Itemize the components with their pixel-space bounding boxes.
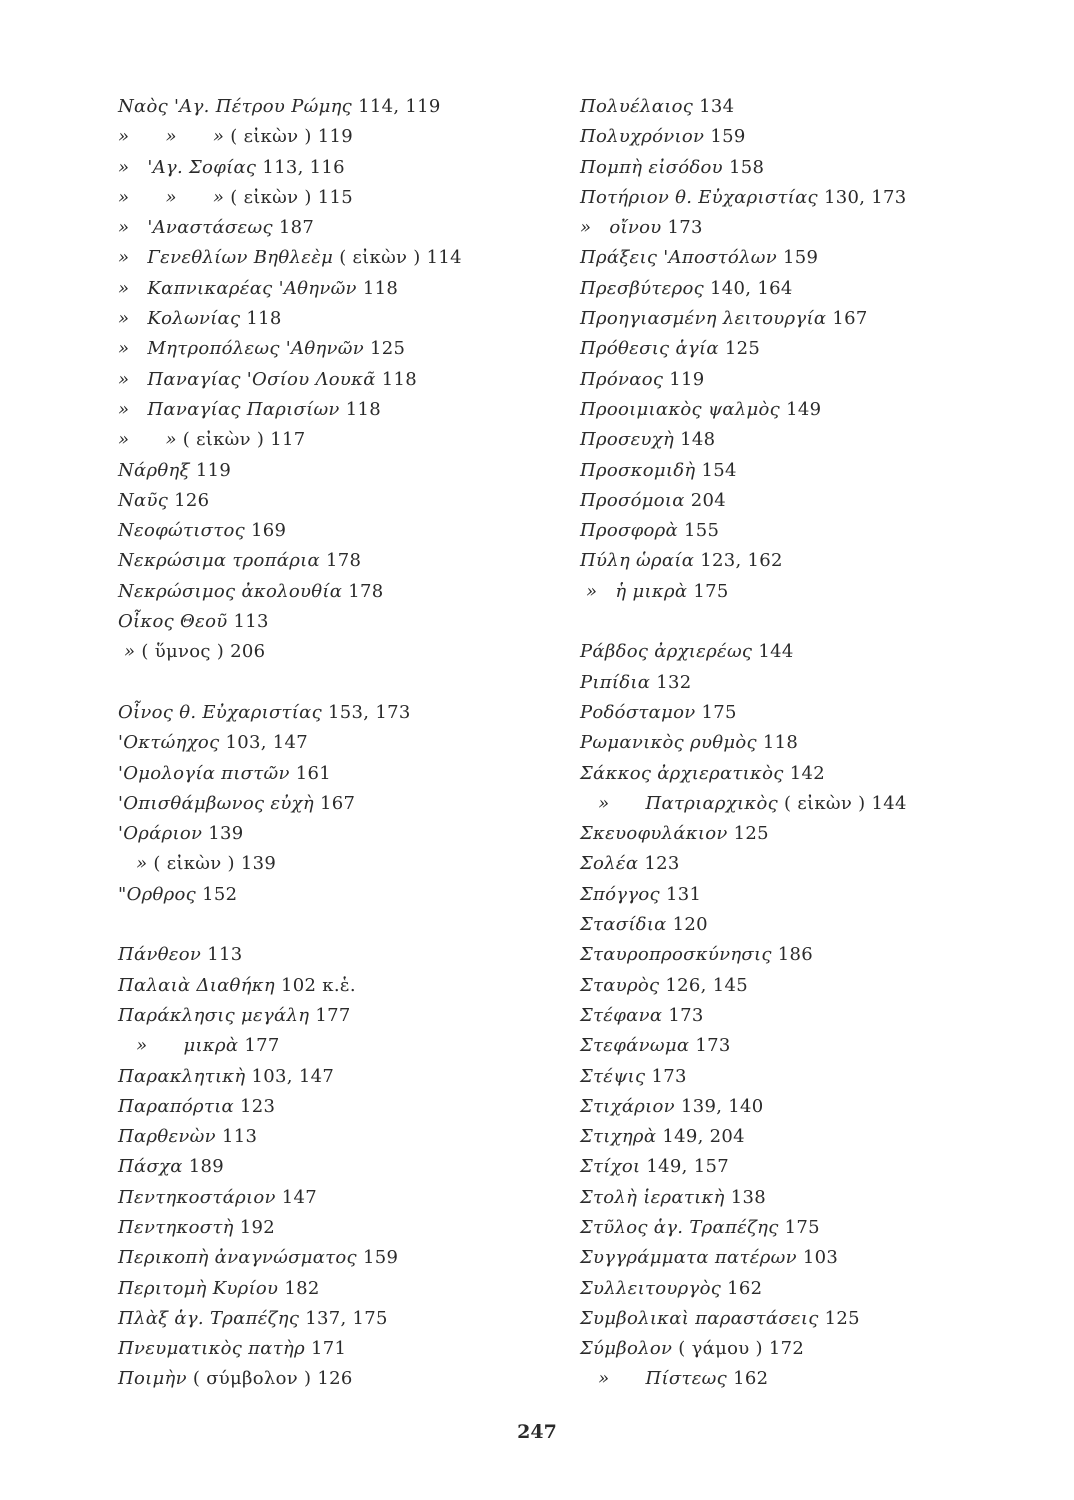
index-term: Στεφάνωμα	[580, 1035, 690, 1057]
index-term: » Παναγίας Παρισίων	[118, 398, 340, 420]
index-entry	[580, 274, 980, 304]
index-entry	[580, 698, 980, 728]
index-page-ref: 153, 173	[328, 701, 411, 723]
index-page-ref: 177	[315, 1004, 351, 1026]
index-column-right	[580, 92, 980, 1395]
index-entry	[118, 183, 548, 213]
index-page-ref: 175	[693, 580, 729, 602]
index-term: Στασίδια	[580, 914, 667, 936]
index-page-ref: 123	[644, 853, 680, 875]
index-page-ref: 138	[730, 1186, 766, 1208]
index-page-ref: 169	[251, 520, 287, 542]
index-page-ref: 139	[208, 823, 244, 845]
index-page-ref: 126, 145	[665, 974, 748, 996]
index-term: Στίχοι	[580, 1156, 641, 1178]
index-page-ref: 175	[701, 701, 737, 723]
index-page-ref: ( εἰκὼν ) 119	[230, 126, 353, 148]
index-page-ref: 167	[832, 308, 868, 330]
index-entry	[118, 1062, 548, 1092]
index-page-ref: 173	[695, 1035, 731, 1057]
index-entry	[580, 1031, 980, 1061]
index-entry	[580, 819, 980, 849]
index-term: Πάσχα	[118, 1156, 183, 1178]
index-entry	[580, 1304, 980, 1334]
index-page-ref: 126	[174, 489, 210, 511]
index-term: Περικοπὴ ἀναγνώσματος	[118, 1247, 357, 1269]
index-entry	[580, 334, 980, 364]
index-page-ref: 182	[284, 1277, 320, 1299]
index-entry	[118, 637, 548, 667]
index-page-ref: 113	[207, 944, 243, 966]
index-term: Πύλη ὡραία	[580, 550, 695, 572]
index-page-ref: 186	[777, 944, 814, 966]
index-term: 'Οκτώηχος	[118, 732, 220, 754]
index-entry	[580, 1001, 980, 1031]
index-page-ref: 120	[672, 914, 708, 936]
index-page-ref: 102 κ.ἑ.	[281, 974, 356, 996]
index-entry	[580, 183, 980, 213]
index-entry	[118, 819, 548, 849]
index-page-ref: 158	[728, 156, 765, 178]
index-term: Πολυχρόνιον	[580, 126, 705, 148]
index-entry	[580, 546, 980, 576]
index-page-ref: 103	[802, 1247, 839, 1269]
index-page-ref: 171	[311, 1338, 347, 1360]
index-entry	[118, 304, 548, 334]
index-term: Ροδόσταμον	[580, 701, 696, 723]
index-entry	[580, 425, 980, 455]
index-page-ref: 113	[221, 1126, 258, 1148]
index-page-ref: 178	[348, 580, 384, 602]
index-term: Στέφανα	[580, 1004, 663, 1026]
index-entry	[580, 456, 980, 486]
index-term: Παραπόρτια	[118, 1095, 235, 1117]
index-entry	[118, 1213, 548, 1243]
index-term: Πρεσβύτερος	[580, 277, 704, 299]
index-page-ref: ( εἰκὼν ) 139	[153, 853, 277, 875]
index-page-ref: 177	[244, 1035, 280, 1057]
index-term: 'Ομολογία πιστῶν	[118, 762, 290, 784]
index-term: Ναῦς	[118, 489, 169, 511]
index-entry	[118, 1364, 548, 1394]
index-page-ref: 189	[188, 1156, 224, 1178]
index-term: Ρωμανικὸς ρυθμὸς	[580, 732, 757, 754]
index-term: Προηγιασμένη λειτουργία	[580, 308, 827, 330]
index-column-left	[118, 92, 548, 1395]
index-page-ref: 162	[733, 1368, 769, 1390]
index-page-ref: 155	[684, 520, 720, 542]
index-term: Νεοφώτιστος	[118, 520, 246, 542]
index-page-ref: 134	[699, 96, 735, 117]
index-term: » 'Αναστάσεως	[118, 217, 273, 239]
index-term: Πάνθεον	[118, 944, 202, 966]
page-number: 247	[517, 1421, 557, 1443]
index-term: Παλαιὰ Διαθήκη	[118, 974, 275, 996]
index-term: Προσκομιδὴ	[580, 459, 696, 481]
index-page-ref: 154	[701, 459, 737, 481]
index-page-ref: 161	[295, 762, 332, 784]
index-entry	[580, 92, 980, 122]
index-entry	[118, 1183, 548, 1213]
index-term: Πολυέλαιος	[580, 96, 694, 117]
index-page-ref: 113, 116	[262, 156, 345, 178]
index-term: Ποιμὴν	[118, 1368, 187, 1390]
index-page-ref: 132	[656, 671, 692, 693]
index-entry	[580, 668, 980, 698]
index-page-ref: 173	[667, 217, 703, 239]
index-page-ref: 149, 157	[646, 1156, 729, 1178]
index-page-ref: 125	[824, 1307, 860, 1329]
index-term: Νάρθηξ	[118, 459, 190, 481]
index-term: Προοιμιακὸς ψαλμὸς	[580, 398, 781, 420]
index-entry	[580, 1092, 980, 1122]
index-page-ref: 152	[202, 883, 238, 905]
index-term: 'Οπισθάμβωνος εὐχὴ	[118, 792, 314, 814]
index-entry	[580, 971, 980, 1001]
index-term: Ποτήριον θ. Εὐχαριστίας	[580, 186, 818, 208]
index-term: Πεντηκοστάριον	[118, 1186, 276, 1208]
index-entry	[118, 607, 548, 637]
index-gap	[118, 668, 548, 698]
index-entry	[580, 1213, 980, 1243]
index-term: Προσφορὰ	[580, 520, 678, 542]
index-entry	[580, 849, 980, 879]
index-term: Στολὴ ἱερατικὴ	[580, 1186, 725, 1208]
index-entry	[118, 365, 548, 395]
index-entry	[580, 1122, 980, 1152]
index-entry	[580, 1364, 980, 1394]
index-page-ref: 131	[665, 883, 702, 905]
index-entry	[580, 940, 980, 970]
index-page-ref: 137, 175	[305, 1307, 388, 1329]
index-term: Προσόμοια	[580, 489, 685, 511]
index-term: "Ορθρος	[118, 883, 197, 905]
index-page-ref: 130, 173	[823, 186, 907, 208]
index-entry	[580, 213, 980, 243]
index-page-ref: 139, 140	[680, 1095, 764, 1117]
index-entry	[118, 1274, 548, 1304]
index-term: Σολέα	[580, 853, 639, 875]
index-term: » »	[118, 429, 177, 451]
index-entry	[580, 880, 980, 910]
index-term: » ἡ μικρὰ	[580, 580, 688, 602]
index-term: Σταυροπροσκύνησις	[580, 944, 772, 966]
index-term: Σταυρὸς	[580, 974, 660, 996]
index-entry	[118, 456, 548, 486]
index-entry	[118, 334, 548, 364]
index-page-ref: ( εἰκὼν ) 114	[339, 247, 462, 269]
index-entry	[118, 243, 548, 273]
index-term: Πεντηκοστὴ	[118, 1216, 234, 1238]
index-term: » Μητροπόλεως 'Αθηνῶν	[118, 338, 365, 360]
index-page-ref: 123, 162	[700, 550, 783, 572]
index-entry	[118, 1122, 548, 1152]
index-entry	[580, 910, 980, 940]
index-term: Οἶκος Θεοῦ	[118, 611, 228, 633]
index-entry	[580, 728, 980, 758]
index-entry	[118, 759, 548, 789]
index-term: Πνευματικὸς πατὴρ	[118, 1338, 305, 1360]
index-entry	[118, 1092, 548, 1122]
index-term: Στέψις	[580, 1065, 646, 1087]
index-page-ref: ( εἰκὼν ) 144	[784, 792, 907, 814]
index-entry	[118, 213, 548, 243]
index-term: Στιχηρὰ	[580, 1126, 657, 1148]
index-term: Πράξεις 'Αποστόλων	[580, 247, 777, 269]
index-page-ref: 167	[319, 792, 356, 814]
index-entry	[580, 1183, 980, 1213]
index-entry	[118, 425, 548, 455]
index-page-ref: 118	[762, 732, 799, 754]
index-term: Στῦλος ἁγ. Τραπέζης	[580, 1216, 779, 1238]
index-page-ref: 144	[758, 641, 794, 663]
index-entry	[118, 395, 548, 425]
index-page-ref: 118	[345, 398, 381, 420]
index-term: » Γενεθλίων Βηθλεὲμ	[118, 247, 334, 269]
index-term: Σύμβολον	[580, 1338, 673, 1360]
index-page-ref: 175	[784, 1216, 820, 1238]
index-page-ref: 118	[362, 277, 399, 299]
index-term: Παρακλητικὴ	[118, 1065, 246, 1087]
index-term: Προσευχὴ	[580, 429, 675, 451]
index-page-ref: 103, 147	[225, 732, 309, 754]
index-page-ref: 125	[370, 338, 406, 360]
index-entry	[580, 153, 980, 183]
index-entry	[118, 1304, 548, 1334]
index-term: Σπόγγος	[580, 883, 660, 905]
index-entry	[580, 759, 980, 789]
index-page-ref: 118	[381, 368, 417, 390]
index-entry	[118, 789, 548, 819]
index-page-ref: 119	[195, 459, 232, 481]
index-term: Παράκλησις μεγάλη	[118, 1004, 310, 1026]
index-page-ref: 147	[281, 1186, 317, 1208]
index-term: » μικρὰ	[118, 1035, 239, 1057]
index-term: » Πίστεως	[580, 1368, 728, 1390]
index-entry	[118, 577, 548, 607]
index-page-ref: 149	[786, 398, 822, 420]
index-entry	[580, 122, 980, 152]
index-page-ref: ( εἰκὼν ) 115	[230, 186, 353, 208]
index-entry	[118, 940, 548, 970]
index-page-ref: 103, 147	[251, 1065, 335, 1087]
index-entry	[580, 243, 980, 273]
index-term: Ριπίδια	[580, 671, 651, 693]
index-term: » Κολωνίας	[118, 308, 241, 330]
index-term: Στιχάριον	[580, 1095, 675, 1117]
index-entry	[118, 1334, 548, 1364]
index-term: » Παναγίας 'Οσίου Λουκᾶ	[118, 368, 376, 390]
index-page-ref: 187	[278, 217, 315, 239]
index-term: » Καπνικαρέας 'Αθηνῶν	[118, 277, 357, 299]
index-page-ref: 114, 119	[358, 96, 441, 117]
index-page-ref: ( εἰκὼν ) 117	[182, 429, 306, 451]
index-entry	[118, 516, 548, 546]
index-page-ref: 140, 164	[710, 277, 793, 299]
index-entry	[580, 1274, 980, 1304]
index-entry	[118, 849, 548, 879]
index-entry	[118, 971, 548, 1001]
index-entry	[118, 122, 548, 152]
index-term: Συμβολικαὶ παραστάσεις	[580, 1307, 819, 1329]
index-entry	[580, 637, 980, 667]
index-term: » » »	[118, 126, 225, 148]
index-page-ref: 119	[669, 368, 705, 390]
index-page-ref: 125	[733, 823, 769, 845]
index-term: 'Οράριον	[118, 823, 203, 845]
index-page-ref: 148	[680, 429, 716, 451]
index-term: Πομπὴ εἰσόδου	[580, 156, 723, 178]
index-term: Ράβδος ἀρχιερέως	[580, 641, 753, 663]
index-gap	[580, 607, 980, 637]
index-page-ref: 178	[325, 550, 362, 572]
index-page-ref: ( ὕμνος ) 206	[141, 641, 266, 663]
index-page-ref: 142	[789, 762, 825, 784]
index-term: Ναὸς 'Αγ. Πέτρου Ρώμης	[118, 96, 353, 117]
index-term: »	[118, 641, 136, 663]
index-term: » 'Αγ. Σοφίας	[118, 156, 257, 178]
index-term: Συλλειτουργὸς	[580, 1277, 722, 1299]
index-page-ref: 125	[724, 338, 761, 360]
index-entry	[118, 486, 548, 516]
index-page-ref: 118	[246, 308, 282, 330]
index-term: Νεκρώσιμα τροπάρια	[118, 550, 320, 572]
index-term: Περιτομὴ Κυρίου	[118, 1277, 279, 1299]
index-entry	[118, 92, 548, 122]
index-page-ref: 123	[240, 1095, 276, 1117]
index-page-ref: ( σύμβολον ) 126	[192, 1368, 353, 1390]
index-entry	[580, 1243, 980, 1273]
index-term: Συγγράμματα πατέρων	[580, 1247, 797, 1269]
index-entry	[580, 395, 980, 425]
index-entry	[118, 153, 548, 183]
index-page-ref: 204	[690, 489, 726, 511]
index-term: » οἴνου	[580, 217, 662, 239]
index-page-ref: 173	[668, 1004, 704, 1026]
index-page-ref: 159	[710, 126, 746, 148]
index-entry	[580, 1152, 980, 1182]
index-page-ref: 159	[783, 247, 819, 269]
index-entry	[580, 304, 980, 334]
index-entry	[118, 546, 548, 576]
index-term: Νεκρώσιμος ἀκολουθία	[118, 580, 343, 602]
index-term: Πλὰξ ἁγ. Τραπέζης	[118, 1307, 300, 1329]
index-page-ref: 162	[727, 1277, 763, 1299]
index-term: Οἶνος θ. Εὐχαριστίας	[118, 701, 322, 723]
index-entry	[118, 1152, 548, 1182]
index-entry	[118, 1001, 548, 1031]
index-term: »	[118, 853, 148, 875]
index-page-ref: 113	[233, 611, 269, 633]
index-entry	[580, 365, 980, 395]
index-entry	[580, 1334, 980, 1364]
index-term: » » »	[118, 186, 225, 208]
index-term: Πρόθεσις ἁγία	[580, 338, 719, 360]
index-page-ref: 159	[362, 1247, 399, 1269]
index-page-ref: 192	[239, 1216, 276, 1238]
index-entry	[580, 577, 980, 607]
index-entry	[118, 880, 548, 910]
index-term: Παρθενὼν	[118, 1126, 216, 1148]
index-term: » Πατριαρχικὸς	[580, 792, 778, 814]
index-entry	[580, 516, 980, 546]
index-entry	[118, 728, 548, 758]
index-gap	[118, 910, 548, 940]
index-entry	[118, 274, 548, 304]
index-term: Σάκκος ἀρχιερατικὸς	[580, 762, 784, 784]
index-page-ref: ( γάμου ) 172	[678, 1338, 805, 1360]
index-entry	[118, 698, 548, 728]
index-term: Σκευοφυλάκιον	[580, 823, 728, 845]
index-entry	[580, 1062, 980, 1092]
index-term: Πρόναος	[580, 368, 664, 390]
index-page-ref: 173	[651, 1065, 687, 1087]
index-entry	[580, 789, 980, 819]
index-entry	[580, 486, 980, 516]
index-entry	[118, 1243, 548, 1273]
index-entry	[118, 1031, 548, 1061]
index-page-ref: 149, 204	[662, 1126, 745, 1148]
